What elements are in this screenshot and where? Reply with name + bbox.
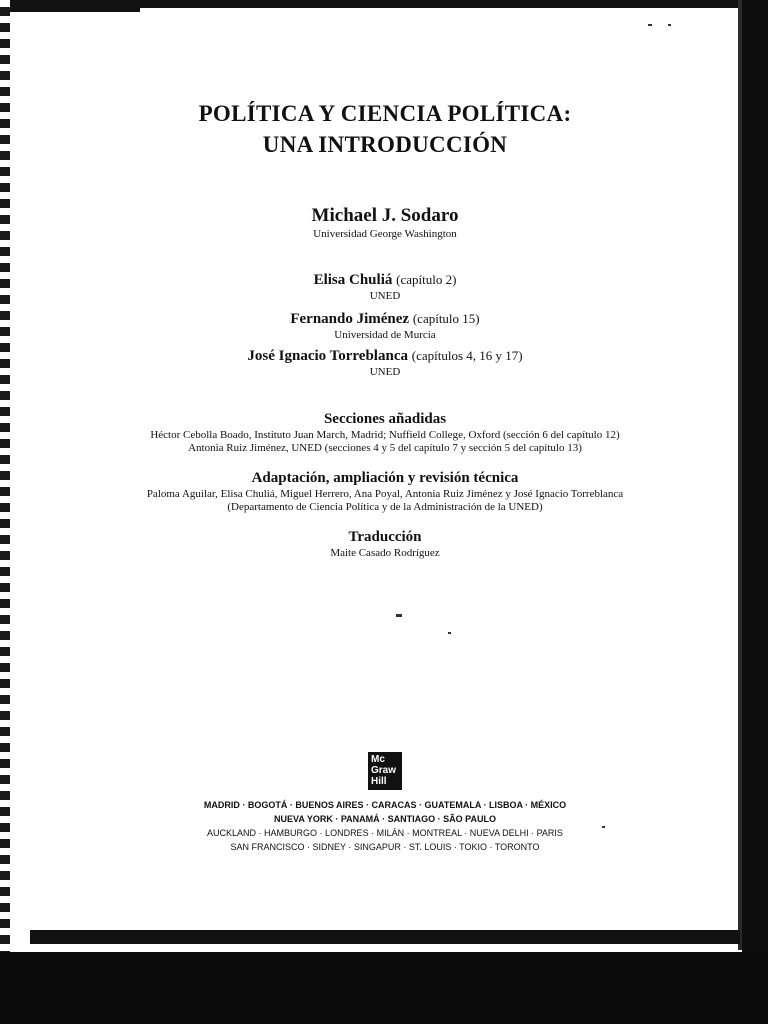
main-author-affiliation: Universidad George Washington (313, 228, 457, 240)
cities-line: SAN FRANCISCO · SIDNEY · SINGAPUR · ST. LOUIS · TOKIO · TORONTO (230, 842, 540, 852)
main-author-name: Michael J. Sodaro (311, 205, 459, 226)
scan-edge-bottom-line (30, 930, 740, 944)
contributor-name: Elisa Chuliá (313, 272, 393, 288)
contributor-affiliation: UNED (369, 366, 401, 378)
scan-edge-right (742, 0, 768, 1024)
scan-edge-right-inner (738, 0, 742, 950)
section-line: Maite Casado Rodríguez (330, 547, 440, 559)
logo-line: Mc (371, 754, 385, 765)
publisher-logo (368, 752, 402, 790)
logo-line: Hill (371, 776, 387, 787)
section-line: Héctor Cebolla Boado, Instituto Juan March, Madrid; Nuffield College, Oxford (sección 6 del capítulo 12) (150, 429, 620, 441)
section-heading: Secciones añadidas (323, 411, 447, 427)
main-author (40, 204, 730, 241)
section-heading: Adaptación, ampliación y revisión técnica (251, 470, 519, 486)
cities-line: MADRID · BOGOTÁ · BUENOS AIRES · CARACAS · GUATEMALA · LISBOA · MÉXICO (203, 800, 567, 810)
binding-holes (0, 0, 10, 960)
cities-line: AUCKLAND · HAMBURGO · LONDRES · MILÁN · MONTREAL · NUEVA DELHI · PARIS (207, 828, 563, 838)
section-added (40, 409, 730, 455)
scan-edge-bottom (0, 952, 768, 1024)
contributor (40, 309, 730, 342)
book-title (40, 98, 730, 160)
logo-line: Graw (371, 765, 397, 776)
contributor-chapter: (capítulos 4, 16 y 17) (411, 348, 523, 363)
contributor-name: Fernando Jiménez (290, 311, 410, 327)
cities-line: NUEVA YORK · PANAMÁ · SANTIAGO · SÃO PAULO (273, 814, 496, 824)
contributor (40, 346, 730, 379)
contributor (40, 270, 730, 303)
book-title-line-1: POLÍTICA Y CIENCIA POLÍTICA: (198, 101, 572, 126)
contributor-name: José Ignacio Torreblanca (247, 348, 408, 364)
section-line: Paloma Aguilar, Elisa Chuliá, Miguel Herrero, Ana Poyal, Antonia Ruiz Jiménez y José Ignacio Torreblanca (146, 488, 624, 500)
title-page (40, 0, 730, 930)
section-line: Antonia Ruiz Jiménez, UNED (secciones 4 y 5 del capítulo 7 y sección 5 del capítulo 13) (188, 442, 582, 454)
section-translation (40, 527, 730, 560)
book-title-line-2: UNA INTRODUCCIÓN (262, 132, 508, 157)
section-adaptation (40, 468, 730, 514)
contributor-affiliation: Universidad de Murcia (334, 329, 436, 341)
section-heading: Traducción (348, 529, 422, 545)
publisher-cities (40, 798, 730, 854)
section-line: (Departamento de Ciencia Política y de la Administración de la UNED) (227, 501, 543, 513)
contributor-chapter: (capítulo 2) (396, 272, 457, 287)
contributor-affiliation: UNED (369, 290, 401, 302)
contributor-chapter: (capítulo 15) (412, 311, 480, 326)
